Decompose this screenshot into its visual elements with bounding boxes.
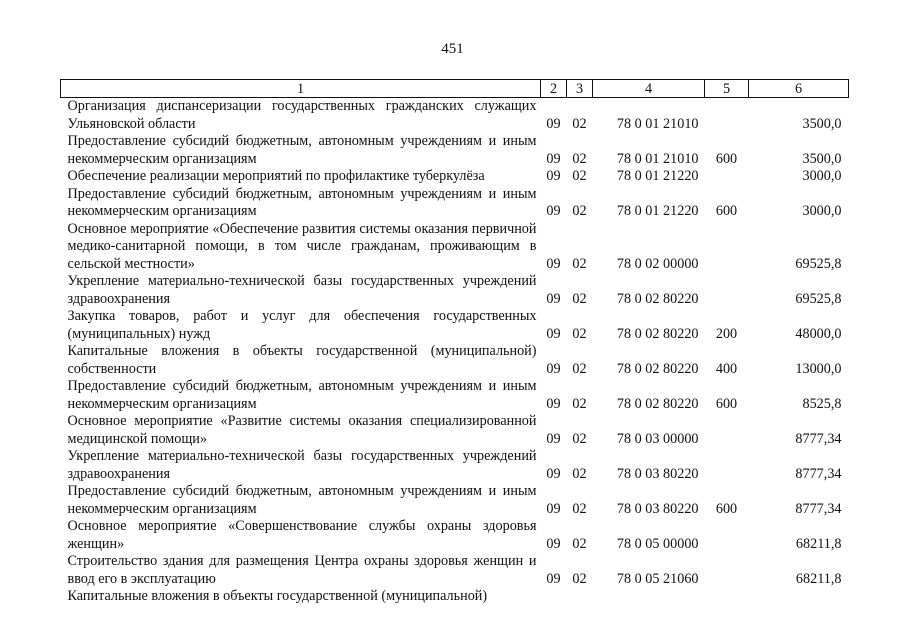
row-name: Предоставление субсидий бюджетным, автономным учреждениям и иным некоммерческим организациям [67,483,537,517]
header-row [61,80,849,98]
row-name: Капитальные вложения в объекты государственной (муниципальной) собственности [67,343,537,377]
row-amount [749,588,849,606]
row-amount: 68211,8 [795,570,842,587]
row-section: 09 [546,290,561,307]
row-name: Основное мероприятие «Совершенствование службы охраны здоровья женщин» [67,518,537,552]
row-section: 09 [546,395,561,412]
table-row [61,588,849,606]
row-expense-type: 600 [715,500,738,517]
row-target-article: 78 0 05 00000 [616,535,699,552]
row-amount: 3000,0 [802,168,842,184]
row-amount: 13000,0 [795,360,842,377]
table-row [61,186,849,221]
row-expense-type [705,413,749,448]
row-expense-type [705,273,749,308]
row-section [541,588,567,606]
row-target-article: 78 0 01 21220 [616,203,699,219]
row-subsection: 02 [572,255,587,272]
row-expense-type [705,448,749,483]
row-amount: 8777,34 [795,465,842,482]
row-target-article: 78 0 02 00000 [616,255,699,272]
row-expense-type [705,553,749,588]
row-name: Закупка товаров, работ и услуг для обеспечения государственных (муниципальных) нужд [67,308,537,342]
row-subsection: 02 [572,395,587,412]
row-subsection: 02 [572,115,587,132]
table-header [61,80,849,98]
row-section: 09 [546,150,561,167]
table-row [61,98,849,134]
row-target-article: 78 0 01 21010 [616,115,699,132]
row-subsection: 02 [572,360,587,377]
row-target-article: 78 0 05 21060 [616,570,699,587]
column-header-section: 2 [541,80,567,98]
row-target-article: 78 0 01 21220 [616,168,699,184]
row-subsection: 02 [572,168,587,184]
budget-table [60,79,849,606]
table-row [61,553,849,588]
row-target-article: 78 0 02 80220 [616,395,699,412]
row-subsection: 02 [572,535,587,552]
row-name: Строительство здания для размещения Центра охраны здоровья женщин и ввод его в эксплуатацию [67,553,537,587]
row-name: Организация диспансеризации государственных гражданских служащих Ульяновской области [67,98,537,132]
row-expense-type [705,168,749,186]
table-row [61,448,849,483]
row-target-article: 78 0 03 80220 [616,500,699,517]
table-row [61,378,849,413]
row-name: Укрепление материально-технической базы государственных учреждений здравоохранения [67,273,537,307]
row-subsection: 02 [572,570,587,587]
row-name: Обеспечение реализации мероприятий по профилактике туберкулёза [67,168,485,184]
row-target-article: 78 0 03 00000 [616,430,699,447]
row-name: Предоставление субсидий бюджетным, автономным учреждениям и иным некоммерческим организациям [67,133,537,167]
row-name: Укрепление материально-технической базы государственных учреждений здравоохранения [67,448,537,482]
row-amount: 69525,8 [795,255,842,272]
row-amount: 68211,8 [795,535,842,552]
table-row [61,168,849,186]
row-expense-type: 200 [715,325,738,342]
table-body [61,98,849,606]
row-subsection [567,588,593,606]
row-section: 09 [546,255,561,272]
row-target-article: 78 0 02 80220 [616,325,699,342]
row-amount: 8777,34 [795,500,842,517]
table-row [61,308,849,343]
row-expense-type: 600 [715,203,738,219]
column-header-name: 1 [61,80,541,98]
row-expense-type [705,588,749,606]
row-expense-type [705,518,749,553]
row-amount: 69525,8 [795,290,842,307]
column-header-target-article: 4 [593,80,705,98]
page-number: 451 [441,41,464,57]
row-subsection: 02 [572,500,587,517]
row-section: 09 [546,535,561,552]
row-expense-type: 600 [715,395,738,412]
row-amount: 8777,34 [795,430,842,447]
table-row [61,413,849,448]
table-row [61,483,849,518]
row-target-article: 78 0 02 80220 [616,360,699,377]
row-subsection: 02 [572,325,587,342]
row-name: Предоставление субсидий бюджетным, автономным учреждениям и иным некоммерческим организациям [67,185,537,219]
row-expense-type [705,98,749,134]
row-target-article [593,588,705,606]
row-section: 09 [546,115,561,132]
row-target-article: 78 0 01 21010 [616,150,699,167]
row-target-article: 78 0 02 80220 [616,290,699,307]
row-amount: 8525,8 [802,395,842,412]
row-subsection: 02 [572,150,587,167]
row-section: 09 [546,203,561,219]
row-section: 09 [546,465,561,482]
row-target-article: 78 0 03 80220 [616,465,699,482]
column-header-expense-type: 5 [705,80,749,98]
row-expense-type [705,221,749,274]
table-row [61,133,849,168]
row-name: Предоставление субсидий бюджетным, автономным учреждениям и иным некоммерческим организациям [67,378,537,412]
row-section: 09 [546,570,561,587]
row-section: 09 [546,325,561,342]
row-name: Капитальные вложения в объекты государственной (муниципальной) [67,588,488,604]
row-subsection: 02 [572,290,587,307]
row-expense-type: 400 [715,360,738,377]
row-section: 09 [546,360,561,377]
row-amount: 48000,0 [795,325,842,342]
row-amount: 3500,0 [802,150,842,167]
row-name: Основное мероприятие «Обеспечение развития системы оказания первичной медико-санитарной помощи, в том числе гражданам, проживающим в сельской местности» [67,220,537,272]
row-section: 09 [546,168,561,184]
column-header-subsection: 3 [567,80,593,98]
table-row [61,518,849,553]
row-expense-type: 600 [715,150,738,167]
column-header-amount: 6 [749,80,849,98]
row-subsection: 02 [572,430,587,447]
table-row [61,343,849,378]
row-subsection: 02 [572,203,587,219]
row-name: Основное мероприятие «Развитие системы оказания специализированной медицинской помощи» [67,413,537,447]
row-amount: 3000,0 [802,203,842,219]
row-section: 09 [546,500,561,517]
table-row [61,221,849,274]
table-row [61,273,849,308]
row-section: 09 [546,430,561,447]
row-amount: 3500,0 [802,115,842,132]
row-subsection: 02 [572,465,587,482]
